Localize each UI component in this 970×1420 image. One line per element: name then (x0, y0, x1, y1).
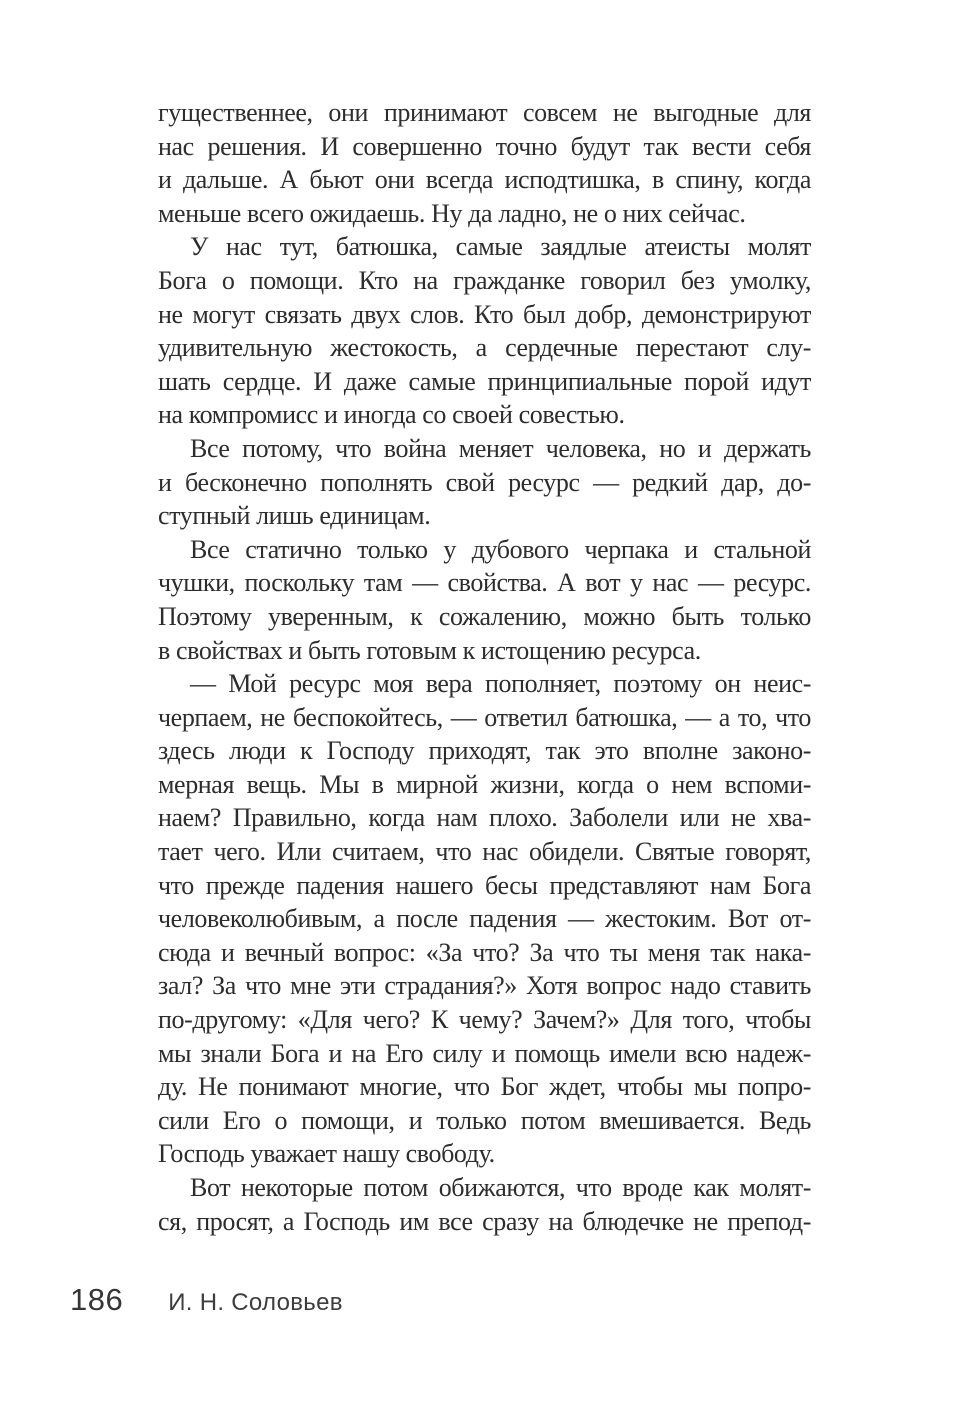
page-footer (70, 1282, 343, 1318)
page-number: 186 (70, 1282, 124, 1317)
text-line: меньше всего ожидаешь. Ну да ладно, не о них сейчас. (158, 198, 746, 228)
text-line: что прежде падения нашего бесы представляют нам Бога (158, 870, 811, 900)
text-line: ся, просят, а Господь им все сразу на блюдечке не препод- (158, 1206, 811, 1236)
page-text (158, 96, 811, 1238)
paragraph (158, 96, 811, 230)
text-line: сили Его о помощи, и только потом вмешивается. Ведь (158, 1105, 811, 1135)
text-line: и бесконечно пополнять свой ресурс — редкий дар, до- (158, 467, 811, 497)
text-line: сюда и вечный вопрос: «За что? За что ты меня так нака- (158, 937, 811, 967)
paragraph (158, 1171, 811, 1238)
text-line: не могут связать двух слов. Кто был добр, демонстрируют (158, 299, 811, 329)
text-line: чушки, поскольку там — свойства. А вот у нас — ресурс. (158, 568, 811, 598)
text-line: ступный лишь единицам. (158, 501, 431, 531)
text-line: гущественнее, они принимают совсем не выгодные для (158, 98, 811, 127)
text-line: и дальше. А бьют они всегда исподтишка, в спину, когда (158, 165, 811, 195)
text-line: Поэтому уверенным, к сожалению, можно быть только (158, 601, 811, 631)
text-line: ду. Не понимают многие, что Бог ждет, чтобы мы попро- (158, 1072, 811, 1102)
text-line: наем? Правильно, когда нам плохо. Заболели или не хва- (158, 803, 811, 833)
text-line: Господь уважает нашу свободу. (158, 1139, 495, 1169)
text-line: по-другому: «Для чего? К чему? Зачем?» Для того, чтобы (158, 1005, 811, 1035)
text-line: человеколюбивым, а после падения — жестоким. Вот от- (158, 904, 811, 934)
text-line: Все потому, что война меняет человека, но и держать (190, 433, 811, 463)
paragraph (158, 533, 811, 667)
text-line: Все статично только у дубового черпака и стальной (190, 534, 811, 564)
text-line: Бога о помощи. Кто на гражданке говорил без умолку, (158, 265, 811, 295)
text-line: шать сердце. И даже самые принципиальные порой идут (158, 366, 811, 396)
paragraph (158, 230, 811, 432)
running-header-author: И. Н. Соловьев (168, 1289, 343, 1316)
text-line: на компромисс и иногда со своей совестью. (158, 400, 625, 430)
text-line: — Мой ресурс моя вера пополняет, поэтому он неис- (190, 669, 811, 699)
text-line: мы знали Бога и на Его силу и помощь имели всю надеж- (158, 1038, 811, 1068)
text-line: Вот некоторые потом обижаются, что вроде как молят- (190, 1173, 811, 1202)
text-line: черпаем, не беспокойтесь, — ответил батюшка, — а то, что (158, 702, 811, 732)
text-line: удивительную жестокость, а сердечные перестают слу- (158, 333, 811, 363)
text-line: зал? За что мне эти страдания?» Хотя вопрос надо ставить (158, 971, 811, 1001)
paragraph (158, 667, 811, 1171)
text-line: здесь люди к Господу приходят, так это вполне законо- (158, 736, 811, 766)
text-line: тает чего. Или считаем, что нас обидели. Святые говорят, (158, 837, 811, 867)
text-line: У нас тут, батюшка, самые заядлые атеисты молят (190, 232, 811, 262)
text-line: в свойствах и быть готовым к истощению ресурса. (158, 635, 701, 665)
text-line: мерная вещь. Мы в мирной жизни, когда о нем вспоми- (158, 769, 811, 799)
paragraph (158, 432, 811, 533)
text-line: нас решения. И совершенно точно будут так вести себя (158, 131, 811, 161)
